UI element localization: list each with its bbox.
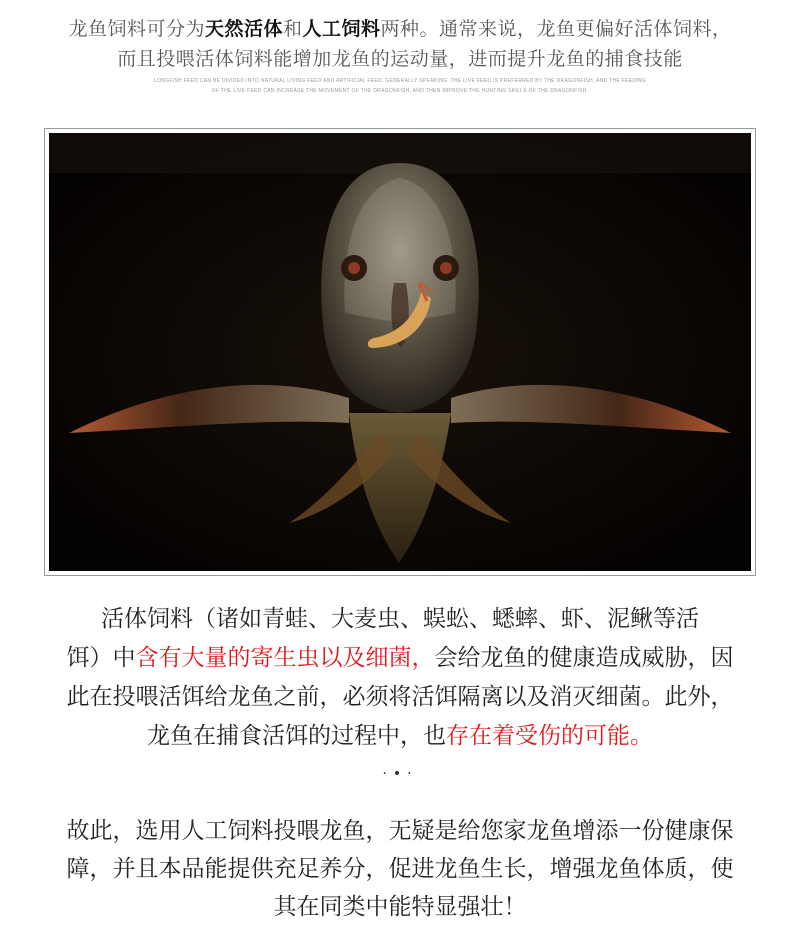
english-caption <box>0 76 800 96</box>
arowana-illustration <box>49 133 751 571</box>
para1-line-2-a: 饵）中 <box>66 645 136 671</box>
intro-text-c: 和 <box>282 18 303 40</box>
intro-bold-natural: 天然活体 <box>204 18 283 40</box>
para2-line-2: 障，并且本品能提供充足养分，促进龙鱼生长，增强龙鱼体质，使 <box>66 856 734 882</box>
arowana-photo <box>49 133 751 571</box>
highlight-parasites: 含有大量的寄生虫以及细菌， <box>135 645 435 671</box>
para2-line-3: 其在同类中能特显强壮！ <box>273 894 527 920</box>
para1-line-1: 活体饲料（诸如青蛙、大麦虫、蜈蚣、蟋蟀、虾、泥鳅等活 <box>101 606 699 632</box>
dot-divider: ·•· <box>382 766 418 782</box>
english-caption-line-2: OF THE LIVE FEED CAN INCREASE THE MOVEMENT OF THE DRAGONFISH, AND THEN IMPROVE THE HUNTING SKILLS OF THE DRAGONFISH. <box>211 88 589 94</box>
artificial-feed-paragraph <box>20 812 780 926</box>
intro-bold-artificial: 人工饲料 <box>302 18 381 40</box>
intro-line-2: 而且投喂活体饲料能增加龙鱼的运动量，进而提升龙鱼的捕食技能 <box>117 48 683 70</box>
intro-text <box>0 14 800 74</box>
live-feed-paragraph <box>20 600 780 756</box>
para1-line-3: 此在投喂活饵给龙鱼之前，必须将活饵隔离以及消灭细菌。此外， <box>66 684 734 710</box>
para1-line-4-a: 龙鱼在捕食活饵的过程中，也 <box>147 723 446 749</box>
para2-line-1: 故此，选用人工饲料投喂龙鱼，无疑是给您家龙鱼增添一份健康保 <box>66 818 734 844</box>
intro-line-1 <box>0 14 800 44</box>
para1-line-2 <box>20 639 780 678</box>
english-caption-line-1: LONGFISH FEED CAN BE DIVIDED INTO NATURAL LIVING FEED AND ARTIFICIAL FEED. GENERALLY SPEAKING, THE LIVE FEED IS PREFERRED BY THE DRAGONFISH, AND THE FEEDING <box>153 78 647 84</box>
intro-text-e: 两种。通常来说，龙鱼更偏好活体饲料， <box>380 18 732 40</box>
highlight-injury: 存在着受伤的可能。 <box>446 723 653 749</box>
para1-line-4 <box>20 717 780 756</box>
photo-frame <box>44 128 756 576</box>
intro-text-a: 龙鱼饲料可分为 <box>68 18 205 40</box>
para1-line-2-c: 会给龙鱼的健康造成威胁，因 <box>434 645 734 671</box>
